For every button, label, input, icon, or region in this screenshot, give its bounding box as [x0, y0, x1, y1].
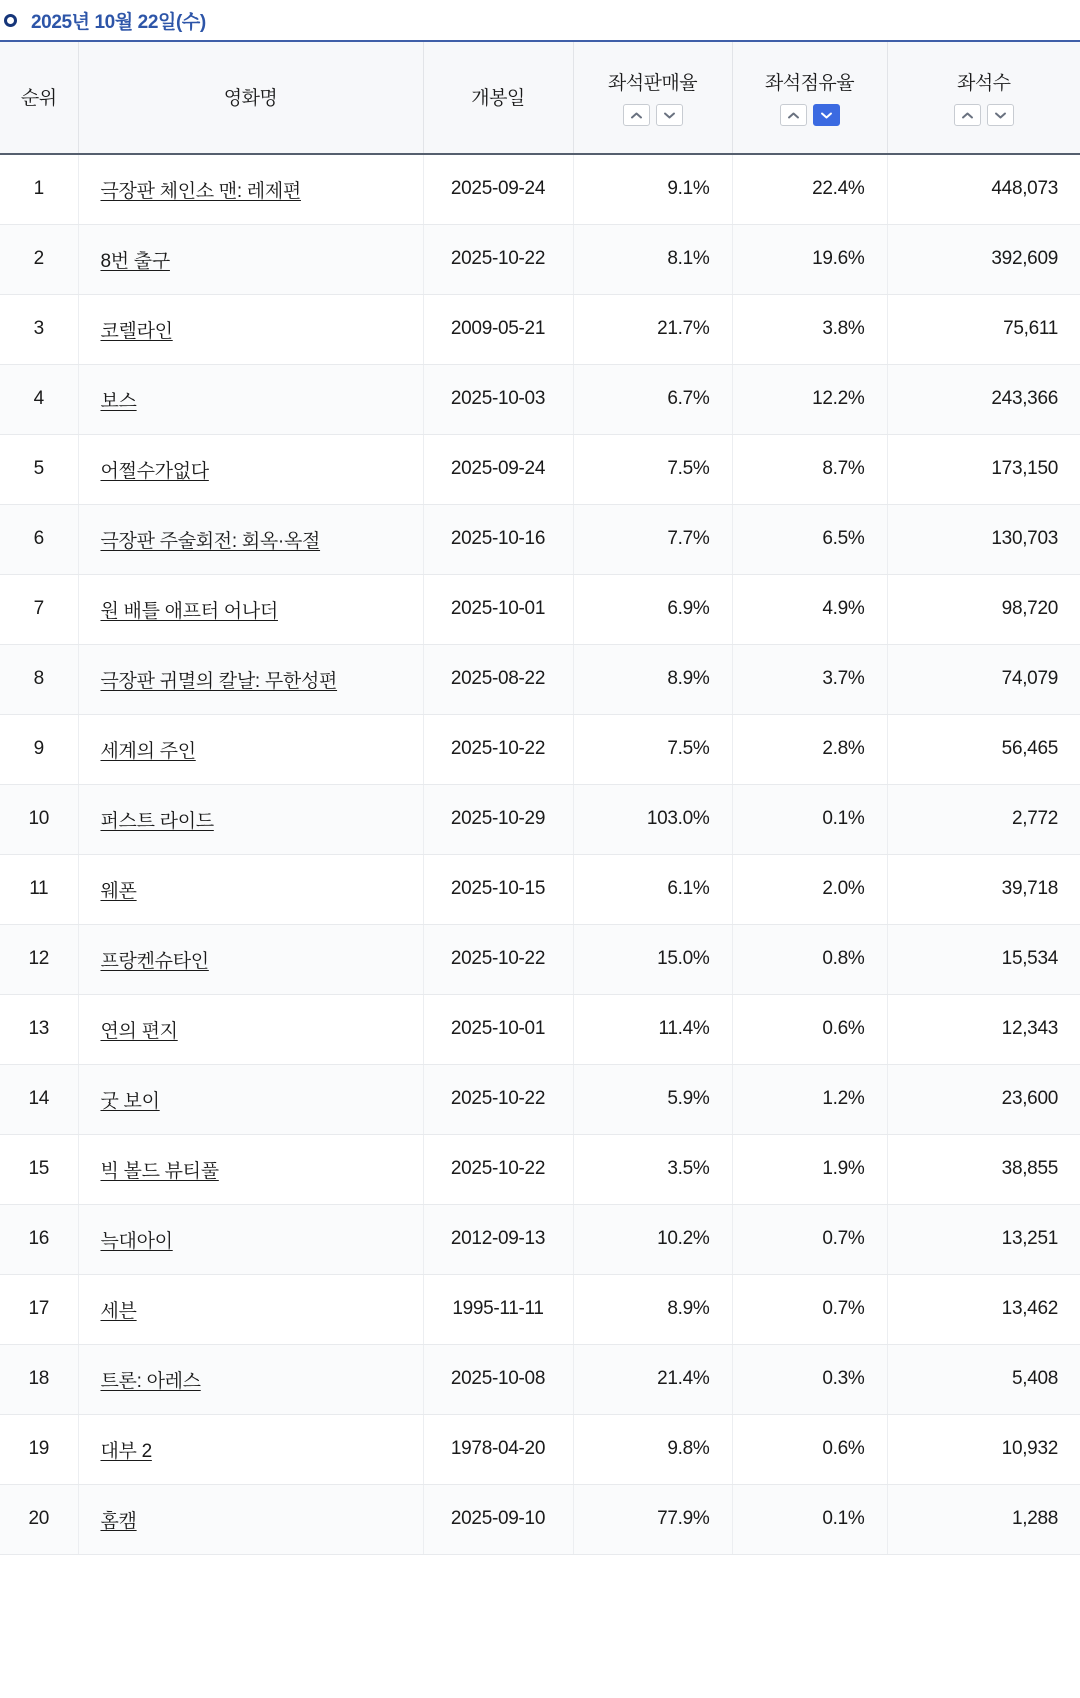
table-row — [0, 924, 1080, 994]
table-row — [0, 364, 1080, 434]
cell-rank: 18 — [0, 1344, 78, 1414]
movie-title-link[interactable]: 트론: 아레스 — [100, 1370, 201, 1392]
cell-movie-title — [78, 154, 423, 224]
cell-rank: 5 — [0, 434, 78, 504]
movie-title-link[interactable]: 어쩔수가없다 — [100, 460, 209, 482]
movie-title-link[interactable]: 빅 볼드 뷰티풀 — [100, 1160, 219, 1182]
cell-rank: 2 — [0, 224, 78, 294]
cell-rank: 10 — [0, 784, 78, 854]
cell-rank: 13 — [0, 994, 78, 1064]
cell-seat-occupancy-rate: 12.2% — [732, 364, 887, 434]
cell-rank: 17 — [0, 1274, 78, 1344]
cell-seat-occupancy-rate: 0.1% — [732, 1484, 887, 1554]
cell-seat-occupancy-rate: 0.8% — [732, 924, 887, 994]
cell-seat-sales-rate: 5.9% — [573, 1064, 732, 1134]
cell-movie-title — [78, 714, 423, 784]
cell-release-date: 2025-10-01 — [423, 574, 573, 644]
cell-seat-count: 98,720 — [887, 574, 1080, 644]
cell-seat-count: 130,703 — [887, 504, 1080, 574]
cell-seat-count: 15,534 — [887, 924, 1080, 994]
cell-rank: 19 — [0, 1414, 78, 1484]
column-label: 좌석판매율 — [607, 72, 698, 94]
table-row — [0, 994, 1080, 1064]
cell-movie-title — [78, 854, 423, 924]
cell-movie-title — [78, 644, 423, 714]
column-label: 좌석점유율 — [764, 72, 855, 94]
cell-seat-count: 13,462 — [887, 1274, 1080, 1344]
cell-rank: 3 — [0, 294, 78, 364]
cell-release-date: 2025-10-01 — [423, 994, 573, 1064]
cell-rank: 11 — [0, 854, 78, 924]
cell-seat-sales-rate: 15.0% — [573, 924, 732, 994]
cell-seat-count: 173,150 — [887, 434, 1080, 504]
table-row — [0, 644, 1080, 714]
cell-rank: 9 — [0, 714, 78, 784]
table-row — [0, 434, 1080, 504]
date-label: 2025년 10월 22일(수) — [31, 11, 206, 33]
cell-seat-occupancy-rate: 1.9% — [732, 1134, 887, 1204]
cell-seat-count: 75,611 — [887, 294, 1080, 364]
table-row — [0, 1414, 1080, 1484]
cell-seat-sales-rate: 9.1% — [573, 154, 732, 224]
cell-seat-occupancy-rate: 2.0% — [732, 854, 887, 924]
cell-movie-title — [78, 434, 423, 504]
cell-seat-sales-rate: 6.7% — [573, 364, 732, 434]
sort-controls-seat-sales-rate — [623, 104, 683, 126]
column-label: 좌석수 — [956, 72, 1011, 94]
cell-seat-occupancy-rate: 0.6% — [732, 1414, 887, 1484]
cell-seat-occupancy-rate: 0.3% — [732, 1344, 887, 1414]
cell-rank: 6 — [0, 504, 78, 574]
cell-seat-occupancy-rate: 0.7% — [732, 1204, 887, 1274]
cell-seat-occupancy-rate: 0.6% — [732, 994, 887, 1064]
cell-rank: 16 — [0, 1204, 78, 1274]
movie-title-link[interactable]: 늑대아이 — [100, 1230, 173, 1252]
movie-title-link[interactable]: 세계의 주인 — [100, 740, 196, 762]
column-header-seat-sales-rate — [573, 42, 732, 154]
cell-seat-sales-rate: 3.5% — [573, 1134, 732, 1204]
header-row — [0, 42, 1080, 154]
table-row — [0, 1274, 1080, 1344]
table-row — [0, 294, 1080, 364]
cell-seat-occupancy-rate: 4.9% — [732, 574, 887, 644]
cell-movie-title — [78, 1204, 423, 1274]
movie-title-link[interactable]: 극장판 체인소 맨: 레제편 — [100, 180, 301, 202]
cell-movie-title — [78, 574, 423, 644]
date-header — [0, 0, 1080, 42]
cell-seat-occupancy-rate: 2.8% — [732, 714, 887, 784]
cell-seat-count: 448,073 — [887, 154, 1080, 224]
cell-release-date: 2009-05-21 — [423, 294, 573, 364]
movie-title-link[interactable]: 퍼스트 라이드 — [100, 810, 214, 832]
cell-release-date: 2025-09-10 — [423, 1484, 573, 1554]
cell-seat-occupancy-rate: 19.6% — [732, 224, 887, 294]
cell-release-date: 2025-10-22 — [423, 924, 573, 994]
cell-release-date: 2025-10-08 — [423, 1344, 573, 1414]
movie-title-link[interactable]: 연의 편지 — [100, 1020, 178, 1042]
cell-seat-count: 74,079 — [887, 644, 1080, 714]
cell-release-date: 2012-09-13 — [423, 1204, 573, 1274]
boxoffice-table — [0, 42, 1080, 1555]
cell-rank: 1 — [0, 154, 78, 224]
cell-rank: 8 — [0, 644, 78, 714]
table-row — [0, 1064, 1080, 1134]
table-row — [0, 1484, 1080, 1554]
sort-descending-button-seat-sales-rate[interactable] — [656, 104, 683, 126]
cell-seat-sales-rate: 6.1% — [573, 854, 732, 924]
cell-seat-sales-rate: 6.9% — [573, 574, 732, 644]
movie-title-link[interactable]: 8번 출구 — [100, 250, 170, 272]
cell-seat-sales-rate: 77.9% — [573, 1484, 732, 1554]
sort-controls-seat-occupancy-rate — [780, 104, 840, 126]
movie-title-link[interactable]: 프랑켄슈타인 — [100, 950, 209, 972]
cell-seat-sales-rate: 7.5% — [573, 434, 732, 504]
cell-release-date: 2025-09-24 — [423, 154, 573, 224]
cell-seat-sales-rate: 103.0% — [573, 784, 732, 854]
cell-seat-count: 23,600 — [887, 1064, 1080, 1134]
cell-seat-occupancy-rate: 8.7% — [732, 434, 887, 504]
cell-movie-title — [78, 1344, 423, 1414]
table-row — [0, 224, 1080, 294]
cell-rank: 12 — [0, 924, 78, 994]
cell-seat-sales-rate: 9.8% — [573, 1414, 732, 1484]
table-row — [0, 714, 1080, 784]
cell-movie-title — [78, 1134, 423, 1204]
column-label: 개봉일 — [471, 88, 525, 110]
movie-title-link[interactable]: 대부 2 — [100, 1440, 152, 1462]
cell-release-date: 2025-08-22 — [423, 644, 573, 714]
cell-release-date: 2025-10-22 — [423, 1064, 573, 1134]
column-label: 영화명 — [223, 88, 278, 110]
cell-rank: 4 — [0, 364, 78, 434]
cell-seat-count: 38,855 — [887, 1134, 1080, 1204]
cell-release-date: 2025-10-16 — [423, 504, 573, 574]
sort-descending-button-seat-occupancy-rate[interactable] — [813, 104, 840, 126]
cell-seat-occupancy-rate: 3.7% — [732, 644, 887, 714]
cell-seat-sales-rate: 8.9% — [573, 644, 732, 714]
movie-title-link[interactable]: 보스 — [100, 390, 137, 412]
cell-seat-count: 13,251 — [887, 1204, 1080, 1274]
sort-ascending-button-seat-occupancy-rate[interactable] — [780, 104, 807, 126]
cell-seat-occupancy-rate: 1.2% — [732, 1064, 887, 1134]
sort-ascending-button-seat-count[interactable] — [954, 104, 981, 126]
cell-movie-title — [78, 504, 423, 574]
movie-title-link[interactable]: 극장판 주술회전: 회옥·옥절 — [100, 530, 321, 552]
cell-rank: 7 — [0, 574, 78, 644]
cell-seat-count: 56,465 — [887, 714, 1080, 784]
cell-seat-occupancy-rate: 0.1% — [732, 784, 887, 854]
column-header-seat-occupancy-rate — [732, 42, 887, 154]
cell-rank: 20 — [0, 1484, 78, 1554]
cell-release-date: 2025-10-03 — [423, 364, 573, 434]
movie-title-link[interactable]: 홈캠 — [100, 1510, 137, 1532]
sort-ascending-button-seat-sales-rate[interactable] — [623, 104, 650, 126]
cell-rank: 15 — [0, 1134, 78, 1204]
movie-title-link[interactable]: 극장판 귀멸의 칼날: 무한성편 — [100, 670, 338, 692]
table-row — [0, 154, 1080, 224]
cell-movie-title — [78, 224, 423, 294]
cell-seat-count: 39,718 — [887, 854, 1080, 924]
cell-movie-title — [78, 994, 423, 1064]
column-header-title — [78, 42, 423, 154]
table-row — [0, 1204, 1080, 1274]
column-header-seat-count — [887, 42, 1080, 154]
cell-release-date: 2025-09-24 — [423, 434, 573, 504]
cell-seat-occupancy-rate: 0.7% — [732, 1274, 887, 1344]
cell-release-date: 1995-11-11 — [423, 1274, 573, 1344]
cell-movie-title — [78, 1274, 423, 1344]
column-header-release-date — [423, 42, 573, 154]
movie-title-link[interactable]: 웨폰 — [100, 880, 137, 902]
movie-title-link[interactable]: 세븐 — [100, 1300, 137, 1322]
table-row — [0, 1134, 1080, 1204]
cell-seat-count: 10,932 — [887, 1414, 1080, 1484]
cell-movie-title — [78, 294, 423, 364]
cell-seat-count: 12,343 — [887, 994, 1080, 1064]
cell-movie-title — [78, 1484, 423, 1554]
cell-release-date: 2025-10-22 — [423, 224, 573, 294]
circle-icon — [4, 14, 17, 27]
movie-title-link[interactable]: 굿 보이 — [100, 1090, 160, 1112]
cell-movie-title — [78, 364, 423, 434]
cell-movie-title — [78, 784, 423, 854]
cell-seat-count: 1,288 — [887, 1484, 1080, 1554]
cell-seat-sales-rate: 10.2% — [573, 1204, 732, 1274]
cell-movie-title — [78, 924, 423, 994]
cell-seat-occupancy-rate: 6.5% — [732, 504, 887, 574]
cell-release-date: 2025-10-15 — [423, 854, 573, 924]
cell-seat-sales-rate: 8.1% — [573, 224, 732, 294]
column-header-rank — [0, 42, 78, 154]
movie-title-link[interactable]: 원 배틀 애프터 어나더 — [100, 600, 278, 622]
cell-seat-count: 243,366 — [887, 364, 1080, 434]
cell-release-date: 2025-10-22 — [423, 714, 573, 784]
table-row — [0, 854, 1080, 924]
sort-descending-button-seat-count[interactable] — [987, 104, 1014, 126]
cell-seat-sales-rate: 8.9% — [573, 1274, 732, 1344]
cell-release-date: 1978-04-20 — [423, 1414, 573, 1484]
table-row — [0, 1344, 1080, 1414]
cell-rank: 14 — [0, 1064, 78, 1134]
cell-movie-title — [78, 1414, 423, 1484]
cell-release-date: 2025-10-29 — [423, 784, 573, 854]
cell-movie-title — [78, 1064, 423, 1134]
cell-release-date: 2025-10-22 — [423, 1134, 573, 1204]
cell-seat-count: 5,408 — [887, 1344, 1080, 1414]
cell-seat-sales-rate: 21.7% — [573, 294, 732, 364]
cell-seat-sales-rate: 11.4% — [573, 994, 732, 1064]
cell-seat-count: 392,609 — [887, 224, 1080, 294]
cell-seat-sales-rate: 7.7% — [573, 504, 732, 574]
table-body — [0, 154, 1080, 1554]
table-row — [0, 504, 1080, 574]
table-row — [0, 574, 1080, 644]
cell-seat-count: 2,772 — [887, 784, 1080, 854]
cell-seat-occupancy-rate: 3.8% — [732, 294, 887, 364]
table-row — [0, 784, 1080, 854]
cell-seat-sales-rate: 7.5% — [573, 714, 732, 784]
column-label: 순위 — [20, 88, 57, 110]
cell-seat-occupancy-rate: 22.4% — [732, 154, 887, 224]
movie-title-link[interactable]: 코렐라인 — [100, 320, 173, 342]
cell-seat-sales-rate: 21.4% — [573, 1344, 732, 1414]
table-header — [0, 42, 1080, 154]
sort-controls-seat-count — [954, 104, 1014, 126]
